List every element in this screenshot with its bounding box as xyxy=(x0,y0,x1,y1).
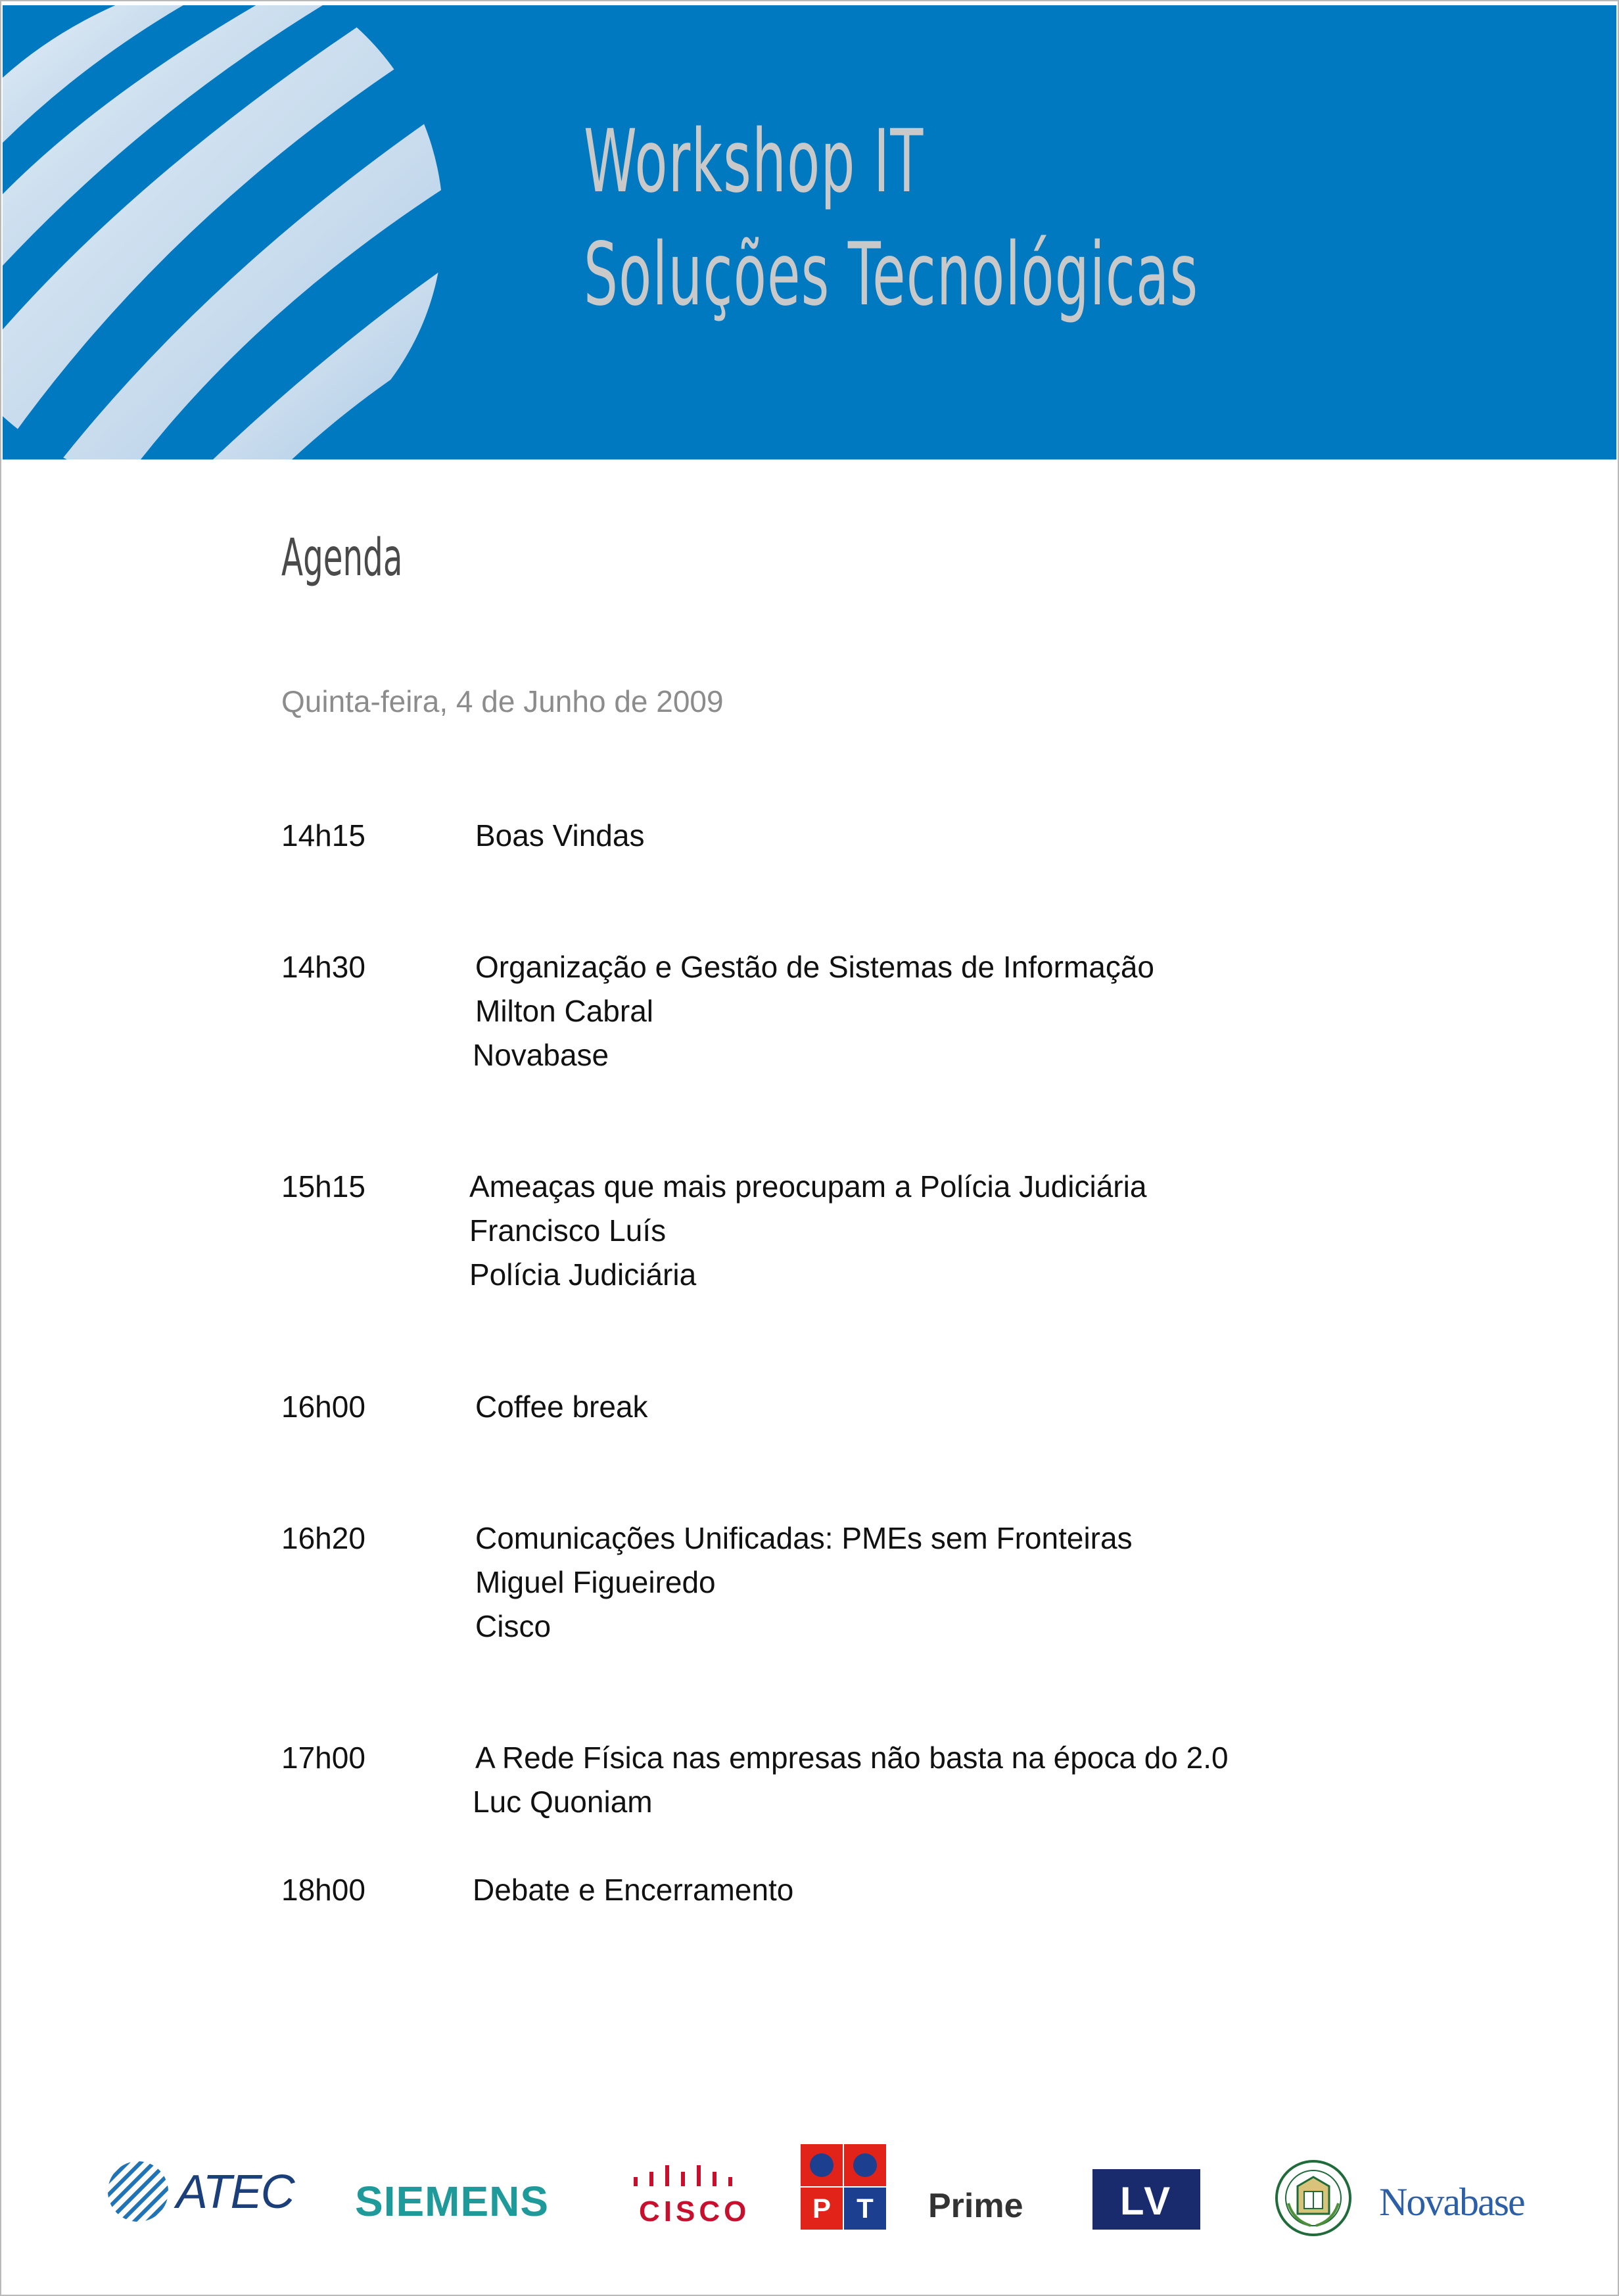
agenda-title: A Rede Física nas empresas não basta na época do 2.0 xyxy=(475,1741,1229,1775)
agenda-title: Organização e Gestão de Sistemas de Informação xyxy=(475,950,1155,984)
siemens-logo xyxy=(355,2177,549,2226)
agenda-time: 15h15 xyxy=(281,1169,365,1204)
prime-logo xyxy=(928,2186,1023,2226)
pt-letter-p: P xyxy=(801,2188,843,2230)
prime-wordmark: Prime xyxy=(928,2187,1023,2225)
sponsor-logos xyxy=(0,2136,1619,2241)
university-seal-icon xyxy=(1274,2157,1353,2239)
cisco-logo xyxy=(631,2163,756,2235)
pt-logo xyxy=(801,2144,886,2230)
agenda-time: 16h00 xyxy=(281,1390,365,1424)
atec-logo xyxy=(105,2156,302,2228)
agenda-organization: Cisco xyxy=(475,1609,551,1643)
novabase-logo xyxy=(1379,2180,1524,2225)
pt-red-block xyxy=(844,2144,886,2186)
lv-logo xyxy=(1092,2169,1200,2230)
cisco-wordmark: CISCO xyxy=(639,2195,751,2228)
agenda-time: 17h00 xyxy=(281,1741,365,1775)
agenda-date: Quinta-feira, 4 de Junho de 2009 xyxy=(281,684,724,718)
striped-globe-graphic xyxy=(3,5,476,459)
agenda-organization: Novabase xyxy=(473,1038,609,1072)
lv-wordmark: LV xyxy=(1119,2179,1173,2223)
agenda-heading: Agenda xyxy=(281,528,403,588)
atec-wordmark: ATEC xyxy=(176,2166,294,2218)
agenda-title: Boas Vindas xyxy=(475,818,645,853)
agenda-speaker: Luc Quoniam xyxy=(473,1785,653,1819)
siemens-wordmark: SIEMENS xyxy=(355,2178,550,2225)
pt-red-block xyxy=(801,2144,843,2186)
pt-dot-icon xyxy=(810,2153,833,2177)
agenda-speaker: Francisco Luís xyxy=(469,1213,667,1248)
agenda-time: 14h15 xyxy=(281,818,365,853)
cisco-bars-icon xyxy=(631,2163,749,2195)
agenda-time: 18h00 xyxy=(281,1873,365,1907)
header-banner xyxy=(3,5,1616,459)
agenda-speaker: Miguel Figueiredo xyxy=(475,1565,716,1599)
atec-globe-icon xyxy=(105,2159,171,2224)
pt-dot-icon xyxy=(853,2153,877,2177)
header-title-line1: Workshop IT xyxy=(584,111,924,212)
pt-letter-t: T xyxy=(844,2188,886,2230)
agenda-title: Ameaças que mais preocupam a Polícia Judiciária xyxy=(469,1169,1147,1204)
agenda-time: 16h20 xyxy=(281,1521,365,1555)
ufp-seal-logo xyxy=(1274,2157,1353,2239)
agenda-title: Coffee break xyxy=(475,1390,648,1424)
agenda-organization: Polícia Judiciária xyxy=(469,1257,697,1292)
agenda-title: Comunicações Unificadas: PMEs sem Fronteiras xyxy=(475,1521,1133,1555)
agenda-title: Debate e Encerramento xyxy=(473,1873,794,1907)
novabase-wordmark: Novabase xyxy=(1379,2180,1524,2224)
header-title-line2: Soluções Tecnológicas xyxy=(584,224,1199,325)
agenda-speaker: Milton Cabral xyxy=(475,994,653,1028)
agenda-time: 14h30 xyxy=(281,950,365,984)
